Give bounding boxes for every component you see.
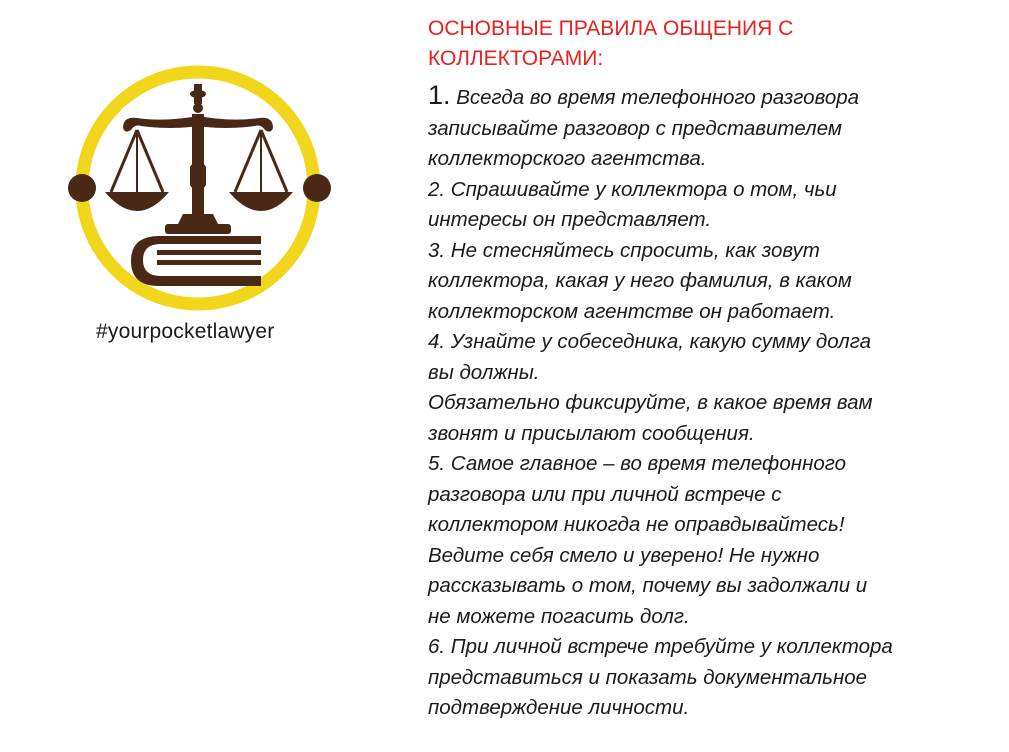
rule-5: 5. Самое главное – во время телефонного разговора или при личной встрече с коллектором никогда не оправдывайтесь! Ведите себя смело и уверено! Не нужно рассказывать о том, почему вы задолжали и не можете погасить долг. bbox=[428, 452, 868, 628]
logo-dot-right bbox=[303, 174, 331, 202]
rule-1-number: 1. bbox=[428, 80, 451, 110]
rule-4: 4. Узнайте у собеседника, какую сумму долга вы должны. Обязательно фиксируйте, в какое время вам звонят и присылают сообщения. bbox=[428, 330, 873, 445]
scales-of-justice-on-book-icon bbox=[65, 64, 335, 314]
logo bbox=[65, 64, 335, 314]
rule-3: 3. Не стесняйтесь спросить, как зовут коллектора, какая у него фамилия, в каком коллекторском агентстве он работает. bbox=[428, 238, 852, 323]
scales-emblem bbox=[105, 84, 293, 286]
logo-dot-left bbox=[68, 174, 96, 202]
rule-1 bbox=[428, 80, 998, 175]
rule-1-text: Всегда во время телефонного разговора записывайте разговор с представителем коллекторского агентства. bbox=[428, 86, 860, 170]
page-title: ОСНОВНЫЕ ПРАВИЛА ОБЩЕНИЯ С КОЛЛЕКТОРАМИ: bbox=[428, 17, 794, 70]
hashtag: #yourpocketlawyer bbox=[96, 320, 275, 343]
rule-6: 6. При личной встрече требуйте у коллектора представиться и показать документальное подтверждение личности. bbox=[428, 635, 893, 719]
rules-panel bbox=[428, 14, 998, 724]
rule-2: 2. Спрашивайте у коллектора о том, чьи интересы он представляет. bbox=[428, 177, 837, 231]
